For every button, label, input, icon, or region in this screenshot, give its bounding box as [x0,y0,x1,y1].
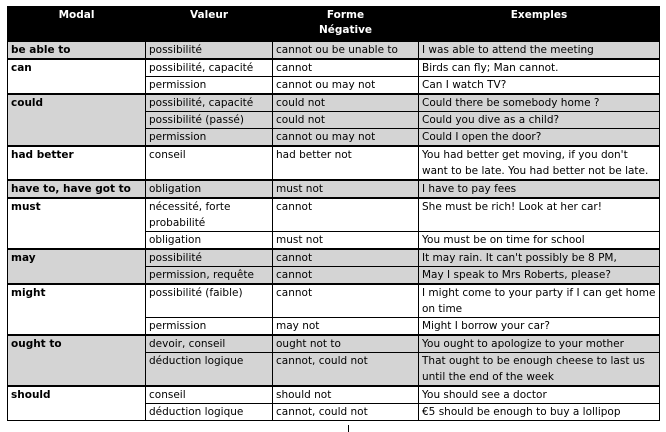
negative-form-cell: cannot [273,59,419,77]
header-modal: Modal [8,7,146,42]
example-cell: €5 should be enough to buy a lollipop [419,404,660,421]
valeur-cell: possibilité (passé) [146,112,273,129]
valeur-cell: déduction logique [146,404,273,421]
negative-form-cell: cannot ou may not [273,129,419,147]
table-row [8,42,660,60]
header-forme-negative [273,7,419,42]
valeur-cell: permission [146,129,273,147]
valeur-cell: obligation [146,232,273,250]
table-body [8,42,660,421]
example-cell: It may rain. It can't possibly be 8 PM, [419,249,660,267]
table-row [8,180,660,198]
negative-form-cell: must not [273,232,419,250]
example-cell: Birds can fly; Man cannot. [419,59,660,77]
modal-verbs-table [7,6,660,421]
modal-cell: can [8,59,146,94]
table-header [8,7,660,42]
example-cell: May I speak to Mrs Roberts, please? [419,267,660,285]
negative-form-cell: could not [273,112,419,129]
header-exemples: Exemples [419,7,660,42]
modal-cell: may [8,249,146,284]
table-row [8,284,660,318]
valeur-cell: permission [146,318,273,336]
negative-form-cell: cannot [273,284,419,318]
example-cell: You ought to apologize to your mother [419,335,660,353]
negative-form-cell: ought not to [273,335,419,353]
negative-form-cell: had better not [273,146,419,180]
header-forme-line1: Forme [326,9,365,21]
table-row [8,198,660,232]
valeur-cell: conseil [146,386,273,404]
example-cell: You must be on time for school [419,232,660,250]
modal-table-container [7,6,659,421]
modal-cell: could [8,94,146,146]
example-cell: She must be rich! Look at her car! [419,198,660,232]
example-cell: That ought to be enough cheese to last us until the end of the week [419,353,660,387]
table-row [8,59,660,77]
example-cell: Can I watch TV? [419,77,660,95]
negative-form-cell: cannot [273,198,419,232]
header-forme-line2: Négative [318,24,373,36]
modal-cell: be able to [8,42,146,60]
modal-cell: have to, have got to [8,180,146,198]
table-row [8,386,660,404]
page-edge-tick [348,425,349,432]
negative-form-cell: cannot [273,267,419,285]
valeur-cell: possibilité [146,42,273,60]
example-cell: You should see a doctor [419,386,660,404]
negative-form-cell: cannot, could not [273,404,419,421]
negative-form-cell: cannot ou may not [273,77,419,95]
example-cell: Could I open the door? [419,129,660,147]
negative-form-cell: cannot [273,249,419,267]
valeur-cell: permission, requête [146,267,273,285]
example-cell: I was able to attend the meeting [419,42,660,60]
negative-form-cell: cannot, could not [273,353,419,387]
valeur-cell: obligation [146,180,273,198]
example-cell: Might I borrow your car? [419,318,660,336]
valeur-cell: devoir, conseil [146,335,273,353]
header-row [8,7,660,42]
table-row [8,94,660,112]
negative-form-cell: may not [273,318,419,336]
valeur-cell: possibilité (faible) [146,284,273,318]
example-cell: Could you dive as a child? [419,112,660,129]
example-cell: I might come to your party if I can get home on time [419,284,660,318]
negative-form-cell: cannot ou be unable to [273,42,419,60]
table-row [8,335,660,353]
header-valeur: Valeur [146,7,273,42]
modal-cell: might [8,284,146,335]
negative-form-cell: must not [273,180,419,198]
modal-cell: should [8,386,146,421]
valeur-cell: déduction logique [146,353,273,387]
modal-cell: ought to [8,335,146,386]
example-cell: You had better get moving, if you don't want to be late. You had better not be late. [419,146,660,180]
modal-cell: had better [8,146,146,180]
example-cell: I have to pay fees [419,180,660,198]
valeur-cell: possibilité [146,249,273,267]
valeur-cell: permission [146,77,273,95]
valeur-cell: possibilité, capacité [146,59,273,77]
example-cell: Could there be somebody home ? [419,94,660,112]
table-row [8,146,660,180]
valeur-cell: nécessité, forte probabilité [146,198,273,232]
table-row [8,249,660,267]
negative-form-cell: could not [273,94,419,112]
negative-form-cell: should not [273,386,419,404]
valeur-cell: possibilité, capacité [146,94,273,112]
valeur-cell: conseil [146,146,273,180]
modal-cell: must [8,198,146,249]
